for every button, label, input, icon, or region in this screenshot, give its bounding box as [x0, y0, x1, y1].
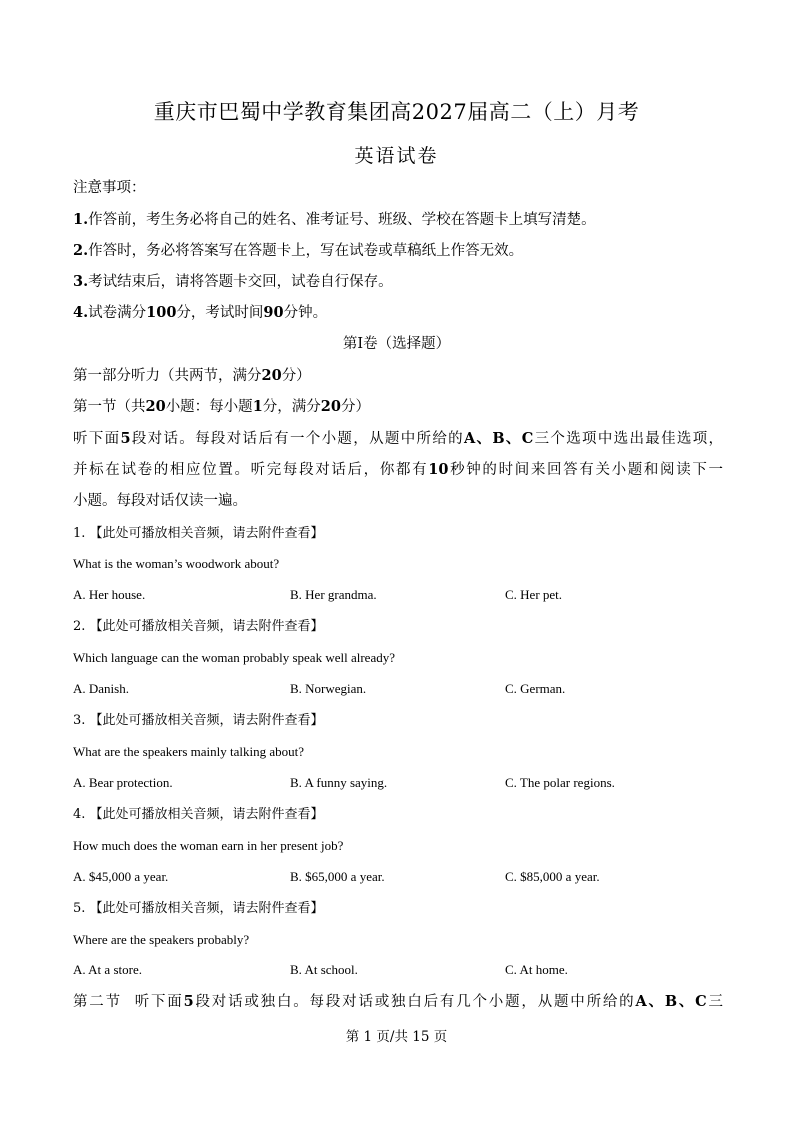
question-5-stem: Where are the speakers probably?: [73, 932, 250, 947]
notes-heading: 注意事项：: [73, 180, 146, 196]
question-2-stem: Which language can the woman probably speak well already?: [73, 650, 395, 665]
question-2-audio[interactable]: 2. 【此处可播放相关音频，请去附件查看】: [73, 619, 324, 634]
exam-subtitle: 英语试卷: [354, 145, 439, 167]
question-1-option-a: A. Her house.: [73, 587, 146, 602]
question-5-option-a: A. At a store.: [73, 962, 142, 977]
page-footer: 第 1 页/共 15 页: [345, 1029, 448, 1045]
instructions-line-3: 小题。每段对话仅读一遍。: [73, 493, 247, 509]
question-2-option-c: C. German.: [505, 681, 566, 696]
question-3-option-c: C. The polar regions.: [505, 775, 615, 790]
question-4-audio[interactable]: 4. 【此处可播放相关音频，请去附件查看】: [73, 807, 324, 822]
note-4: 4.试卷满分100分，考试时间90分钟。: [73, 304, 328, 321]
question-1-option-c: C. Her pet.: [505, 587, 563, 602]
question-5-option-c: C. At home.: [505, 962, 568, 977]
question-4-option-a: A. $45,000 a year.: [73, 869, 169, 884]
question-4-option-b: B. $65,000 a year.: [290, 869, 385, 884]
question-3-option-a: A. Bear protection.: [73, 775, 173, 790]
exam-title: 重庆市巴蜀中学教育集团高2027届高二（上）月考: [153, 100, 640, 124]
question-4-option-c: C. $85,000 a year.: [505, 869, 600, 884]
question-5-option-b: B. At school.: [290, 962, 358, 977]
note-2: 2.作答时，务必将答案写在答题卡上，写在试卷或草稿纸上作答无效。: [73, 242, 524, 259]
question-3-audio[interactable]: 3. 【此处可播放相关音频，请去附件查看】: [73, 713, 324, 728]
question-3-stem: What are the speakers mainly talking about?: [73, 744, 305, 759]
section-two-heading: 第二节 听下面5段对话或独白。每段对话或独白后有几个小题，从题中所给的A、B、C三: [73, 993, 724, 1010]
note-3: 3.考试结束后，请将答题卡交回，试卷自行保存。: [73, 273, 393, 290]
question-5-audio[interactable]: 5. 【此处可播放相关音频，请去附件查看】: [73, 901, 324, 916]
question-1-audio[interactable]: 1. 【此处可播放相关音频，请去附件查看】: [73, 526, 324, 541]
section-one-heading: 第一节（共20小题：每小题1分，满分20分）: [73, 398, 370, 415]
volume-title: 第Ⅰ卷（选择题）: [342, 336, 451, 352]
instructions-line-2: 并标在试卷的相应位置。听完每段对话后，你都有10秒钟的时间来回答有关小题和阅读下一: [73, 461, 724, 478]
question-3-option-b: B. A funny saying.: [290, 775, 388, 790]
question-2-option-a: A. Danish.: [73, 681, 129, 696]
part-one-heading: 第一部分听力（共两节，满分20分）: [73, 367, 311, 384]
instructions-line-1: 听下面5段对话。每段对话后有一个小题，从题中所给的A、B、C三个选项中选出最佳选项，: [73, 430, 724, 447]
question-1-stem: What is the woman’s woodwork about?: [73, 556, 280, 571]
question-1-option-b: B. Her grandma.: [290, 587, 377, 602]
note-1: 1.作答前，考生务必将自己的姓名、准考证号、班级、学校在答题卡上填写清楚。: [73, 211, 596, 228]
question-2-option-b: B. Norwegian.: [290, 681, 367, 696]
question-4-stem: How much does the woman earn in her present job?: [73, 838, 344, 853]
